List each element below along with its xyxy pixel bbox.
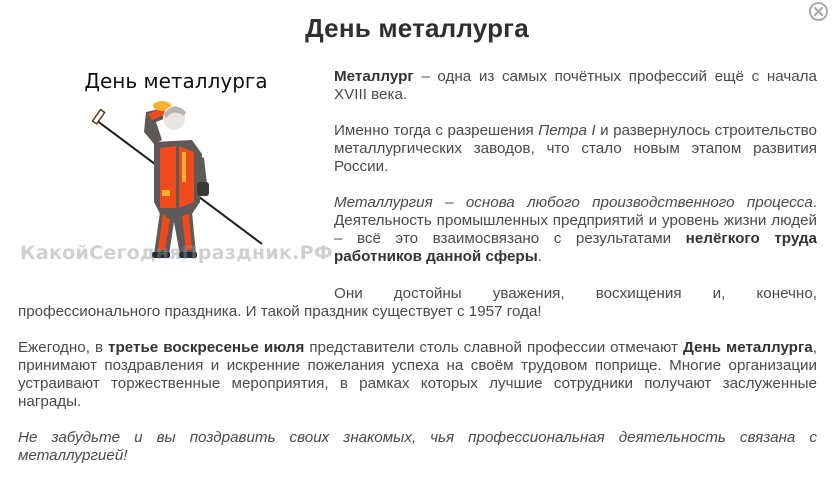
italic-text: Металлургия – основа любого производственного процесса (334, 194, 813, 211)
paragraph-date (18, 339, 817, 411)
page-title: День металлурга (305, 13, 529, 43)
paragraph-text: Ежегодно, в (18, 339, 109, 356)
paragraph-text: . (537, 248, 542, 265)
paragraph-text: , принимают поздравления и искренние пожелания успеха на своём трудовом поприще. Многие организации устраивают торжественные мероприятия, в рамках которых лучшие сотрудники получают заслуженные награды. (18, 339, 817, 410)
metallurgist-figure-icon (14, 62, 322, 272)
paragraph-text: Именно тогда с разрешения (334, 122, 539, 139)
paragraph-peter (334, 122, 817, 176)
paragraph-intro (334, 68, 817, 104)
paragraph-text: представители столь славной профессии отмечают (304, 339, 684, 356)
bold-text: нелёгкого труда работников данной сферы (334, 230, 817, 265)
watermark: КакойСегодняПраздник.РФ (20, 242, 334, 264)
paragraph-closing (18, 429, 817, 465)
bold-holiday-name: День металлурга (683, 339, 813, 356)
paragraph-text: . Деятельность промышленных предприятий и уровень жизни людей – всё это взаимосвязано с результатами (334, 194, 817, 247)
paragraph-text: Они достойны уважения, восхищения и, конечно, профессионального праздника. И такой праздник существует с 1957 года! (18, 285, 817, 320)
italic-name: Петра I (538, 122, 596, 139)
illustration-caption: День металлурга (84, 69, 268, 93)
paragraph-respect (18, 285, 817, 321)
paragraph-text: и развернулось строительство металлургических заводов, что стало новым этапом развития России. (334, 122, 817, 175)
italic-text: Не забудьте и вы поздравить своих знакомых, чья профессиональная деятельность связана с металлургией! (18, 429, 817, 464)
metallurgist-illustration (14, 62, 334, 272)
bold-date: третье воскресенье июля (108, 339, 305, 356)
bold-lead: Металлург (334, 68, 414, 85)
paragraph-text: – одна из самых почётных профессий ещё с начала XVIII века. (334, 68, 817, 103)
paragraph-metallurgy (334, 194, 817, 266)
